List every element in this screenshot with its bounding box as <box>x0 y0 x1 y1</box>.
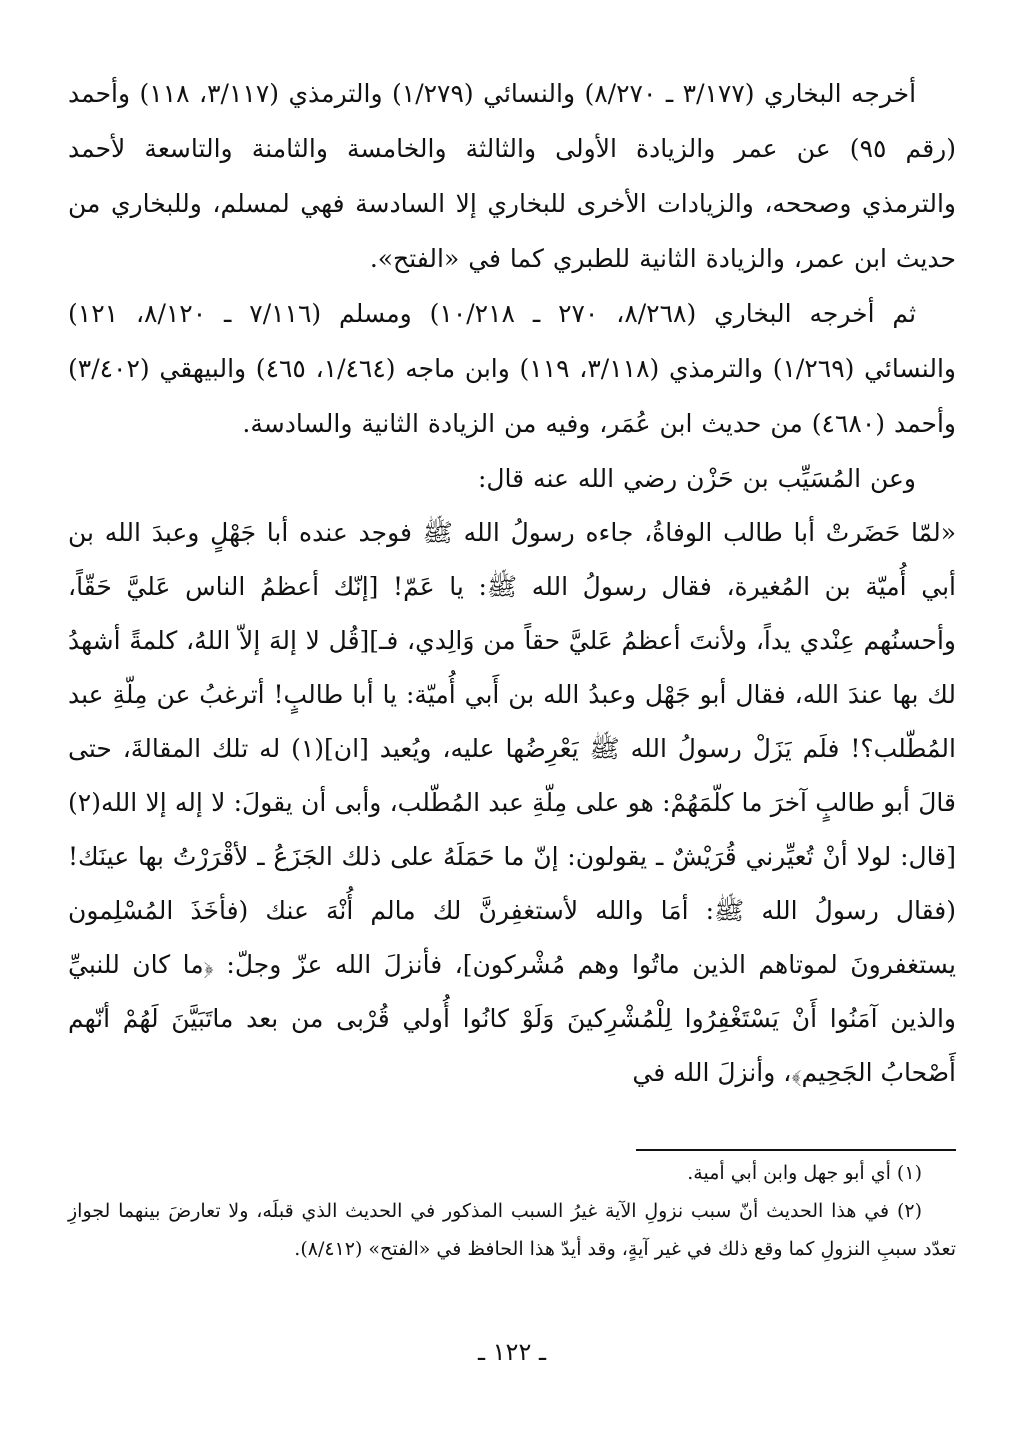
footnotes <box>68 1154 956 1268</box>
footnote-divider <box>636 1149 956 1151</box>
page-number: ـ ١٢٢ ـ <box>477 1338 546 1366</box>
paragraph-hadith-intro: وعن المُسَيِّب بن حَزْن رضي الله عنه قال: <box>477 464 916 493</box>
footnote-1: (١) أي أبو جهل وابن أبي أمية. <box>687 1162 922 1184</box>
footnote-2: (٢) في هذا الحديث أنّ سبب نزولِ الآية غيرُ السبب المذكور في الحديث الذي قبلَه، ولا تعارضَ بينهما لجوازِ تعدّد سببِ النزولِ كما وقع ذلك في غير آيةٍ، وقد أيدّ هذا الحافظ في «الفتح» (٨/٤١٢). <box>68 1200 956 1260</box>
paragraph-takhrij-2: ثم أخرجه البخاري (٨/٢٦٨، ٢٧٠ ـ ١٠/٢١٨) ومسلم (٧/١١٦ ـ ٨/١٢٠، ١٢١) والنسائي (١/٢٦٩) والترمذي (٣/١١٨، ١١٩) وابن ماجه (١/٤٦٤، ٤٦٥) والبيهقي (٣/٤٠٢) وأحمد (٤٦٨٠) من حديث ابن عُمَر، وفيه من الزيادة الثانية والسادسة. <box>68 299 956 438</box>
paragraph-takhrij-1: أخرجه البخاري (٣/١٧٧ ـ ٨/٢٧٠) والنسائي (١/٢٧٩) والترمذي (٣/١١٧، ١١٨) وأحمد (رقم ٩٥) عن عمر والزيادة الأولى والثالثة والخامسة والثامنة والتاسعة لأحمد والترمذي وصححه، والزيادات الأخرى للبخاري إلا السادسة فهي لمسلم، وللبخاري من حديث ابن عمر، والزيادة الثانية للطبري كما في «الفتح». <box>68 79 956 273</box>
page-body <box>68 66 956 1100</box>
hadith-text: «لمّا حَضَرتْ أبا طالب الوفاةُ، جاءه رسولُ الله ﷺ فوجد عنده أبا جَهْلٍ وعبدَ الله بن أبي أُميّة بن المُغيرة، فقال رسولُ الله ﷺ: يا عَمّ! [إنّك أعظمُ الناس عَليَّ حَقّاً، وأحسنُهم عِنْدي يداً، ولأنتَ أعظمُ عَليَّ حقاً من وَالِدي، فـ][قُل لا إلهَ إلاّ اللهُ، كلمةً أشهدُ لك بها عندَ الله، فقال أبو جَهْل وعبدُ الله بن أَبي أُميّة: يا أبا طالبٍ! أترغبُ عن مِلّةِ عبد المُطّلب؟! فلَم يَزَلْ رسولُ الله ﷺ يَعْرِضُها عليه، ويُعيد [ان](١) له تلك المقالةَ، حتى قالَ أبو طالبٍ آخرَ ما كلّمَهُمْ: هو على مِلّةِ عبد المُطّلب، وأبى أن يقولَ: لا إله إلا الله(٢) [قال: لولا أنْ تُعيِّرني قُرَيْشٌ ـ يقولون: إنّ ما حَمَلَهُ على ذلك الجَزَعُ ـ لأقْرَرْتُ بها عينَك! (فقال رسولُ الله ﷺ: أمَا والله لأستغفِرنَّ لك مالم أُنْهَ عنك (فأخَذَ المُسْلِمون يستغفرونَ لموتاهم الذين ماتُوا وهم مُشْركون]، فأنزلَ الله عزّ وجلّ: ﴿ما كان للنبيِّ والذين آمَنُوا أَنْ يَسْتَغْفِرُوا لِلْمُشْرِكينَ وَلَوْ كانُوا أُولي قُرْبى من بعد ماتَبَيَّنَ لَهُمْ أنّهم أَصْحابُ الجَحِيم﴾، وأنزلَ الله في <box>68 518 956 1087</box>
